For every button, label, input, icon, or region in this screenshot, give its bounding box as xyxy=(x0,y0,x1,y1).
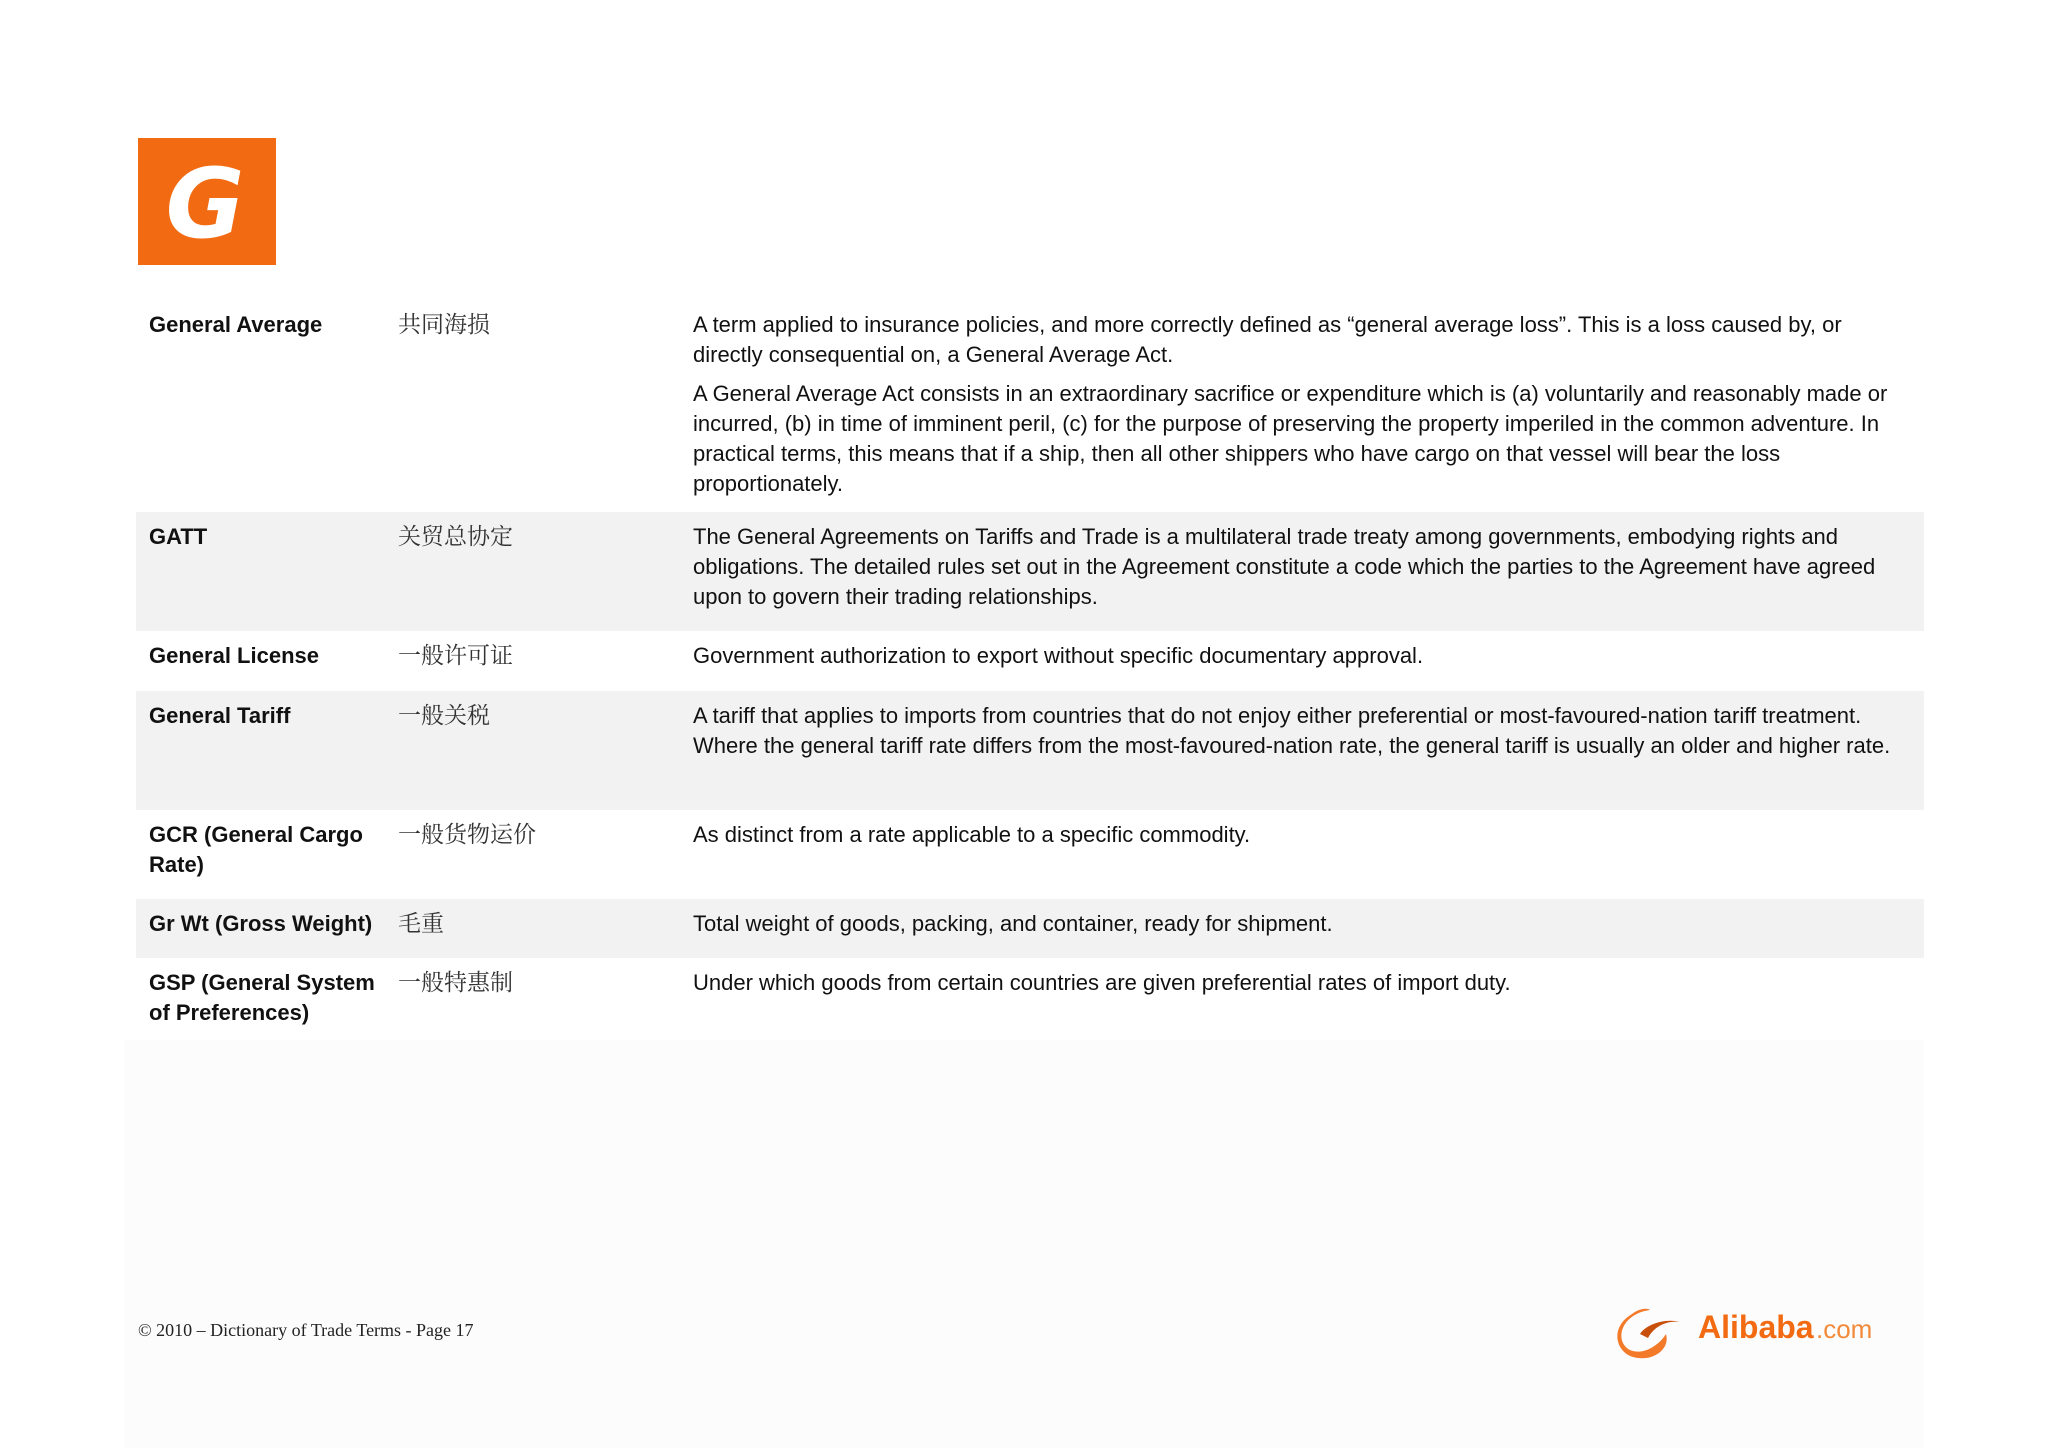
logo-suffix: .com xyxy=(1816,1314,1873,1344)
glossary-row xyxy=(136,958,1924,1047)
glossary-row xyxy=(136,899,1924,958)
term-definition xyxy=(693,522,1924,618)
term-label: GATT xyxy=(149,524,208,549)
term-label: Gr Wt (Gross Weight) xyxy=(149,911,373,936)
term-label: General Tariff xyxy=(149,703,291,728)
definition-paragraph: A tariff that applies to imports from countries that do not enjoy either preferential or most-favoured-nation tariff treatment. Where the general tariff rate differs from the most-favoured-nation rate, the general tariff is usually an older and higher rate. xyxy=(693,703,1891,758)
logo-wordmark: Alibaba xyxy=(1698,1309,1814,1345)
definition-paragraph: Government authorization to export without specific documentary approval. xyxy=(693,643,1424,668)
term-chinese: 关贸总协定 xyxy=(398,524,513,550)
term-chinese: 一般许可证 xyxy=(398,643,513,669)
definition-paragraph: Total weight of goods, packing, and container, ready for shipment. xyxy=(693,911,1333,936)
page-footer: © 2010 – Dictionary of Trade Terms - Page 17 xyxy=(138,1320,474,1340)
term-label: GCR (General Cargo Rate) xyxy=(149,822,363,877)
definition-paragraph: A General Average Act consists in an extraordinary sacrifice or expenditure which is (a) voluntarily and reasonably made or incurred, (b) in time of imminent peril, (c) for the purpose of preserving the property imperiled in the common adventure. In practical terms, this means that if a ship, then all other shippers who have cargo on that vessel will bear the loss proportionately. xyxy=(693,381,1888,496)
term-definition xyxy=(693,310,1924,499)
term-definition xyxy=(693,820,1924,886)
definition-paragraph: As distinct from a rate applicable to a specific commodity. xyxy=(693,822,1251,847)
definition-paragraph: A term applied to insurance policies, and more correctly defined as “general average loss”. This is a loss caused by, or directly consequential on, a General Average Act. xyxy=(693,312,1842,367)
term-definition xyxy=(693,909,1924,945)
term-chinese: 一般关税 xyxy=(398,703,490,729)
definition-paragraph: Under which goods from certain countries are given preferential rates of import duty. xyxy=(693,970,1511,995)
page-background-tint xyxy=(124,1040,1924,1448)
glossary-row xyxy=(136,300,1924,512)
term-definition xyxy=(693,701,1924,797)
term-label: General Average xyxy=(149,312,323,337)
term-chinese: 毛重 xyxy=(398,911,444,937)
glossary-row xyxy=(136,512,1924,631)
term-chinese: 一般货物运价 xyxy=(398,822,536,848)
term-label: GSP (General System of Preferences) xyxy=(149,970,375,1025)
term-definition xyxy=(693,968,1924,1034)
glossary-table xyxy=(136,300,1924,1047)
glossary-row xyxy=(136,631,1924,691)
definition-paragraph: The General Agreements on Tariffs and Trade is a multilateral trade treaty among governments, embodying rights and obligations. The detailed rules set out in the Agreement constitute a code which the parties to the Agreement have agreed upon to govern their trading relationships. xyxy=(693,524,1876,609)
glossary-row xyxy=(136,691,1924,810)
term-chinese: 共同海损 xyxy=(398,312,490,338)
section-letter: G xyxy=(165,147,245,260)
term-label: General License xyxy=(149,643,319,668)
glossary-row xyxy=(136,810,1924,899)
term-chinese: 一般特惠制 xyxy=(398,970,513,996)
section-letter-badge xyxy=(138,138,276,265)
term-definition xyxy=(693,641,1924,678)
alibaba-logo xyxy=(1610,1298,1914,1362)
